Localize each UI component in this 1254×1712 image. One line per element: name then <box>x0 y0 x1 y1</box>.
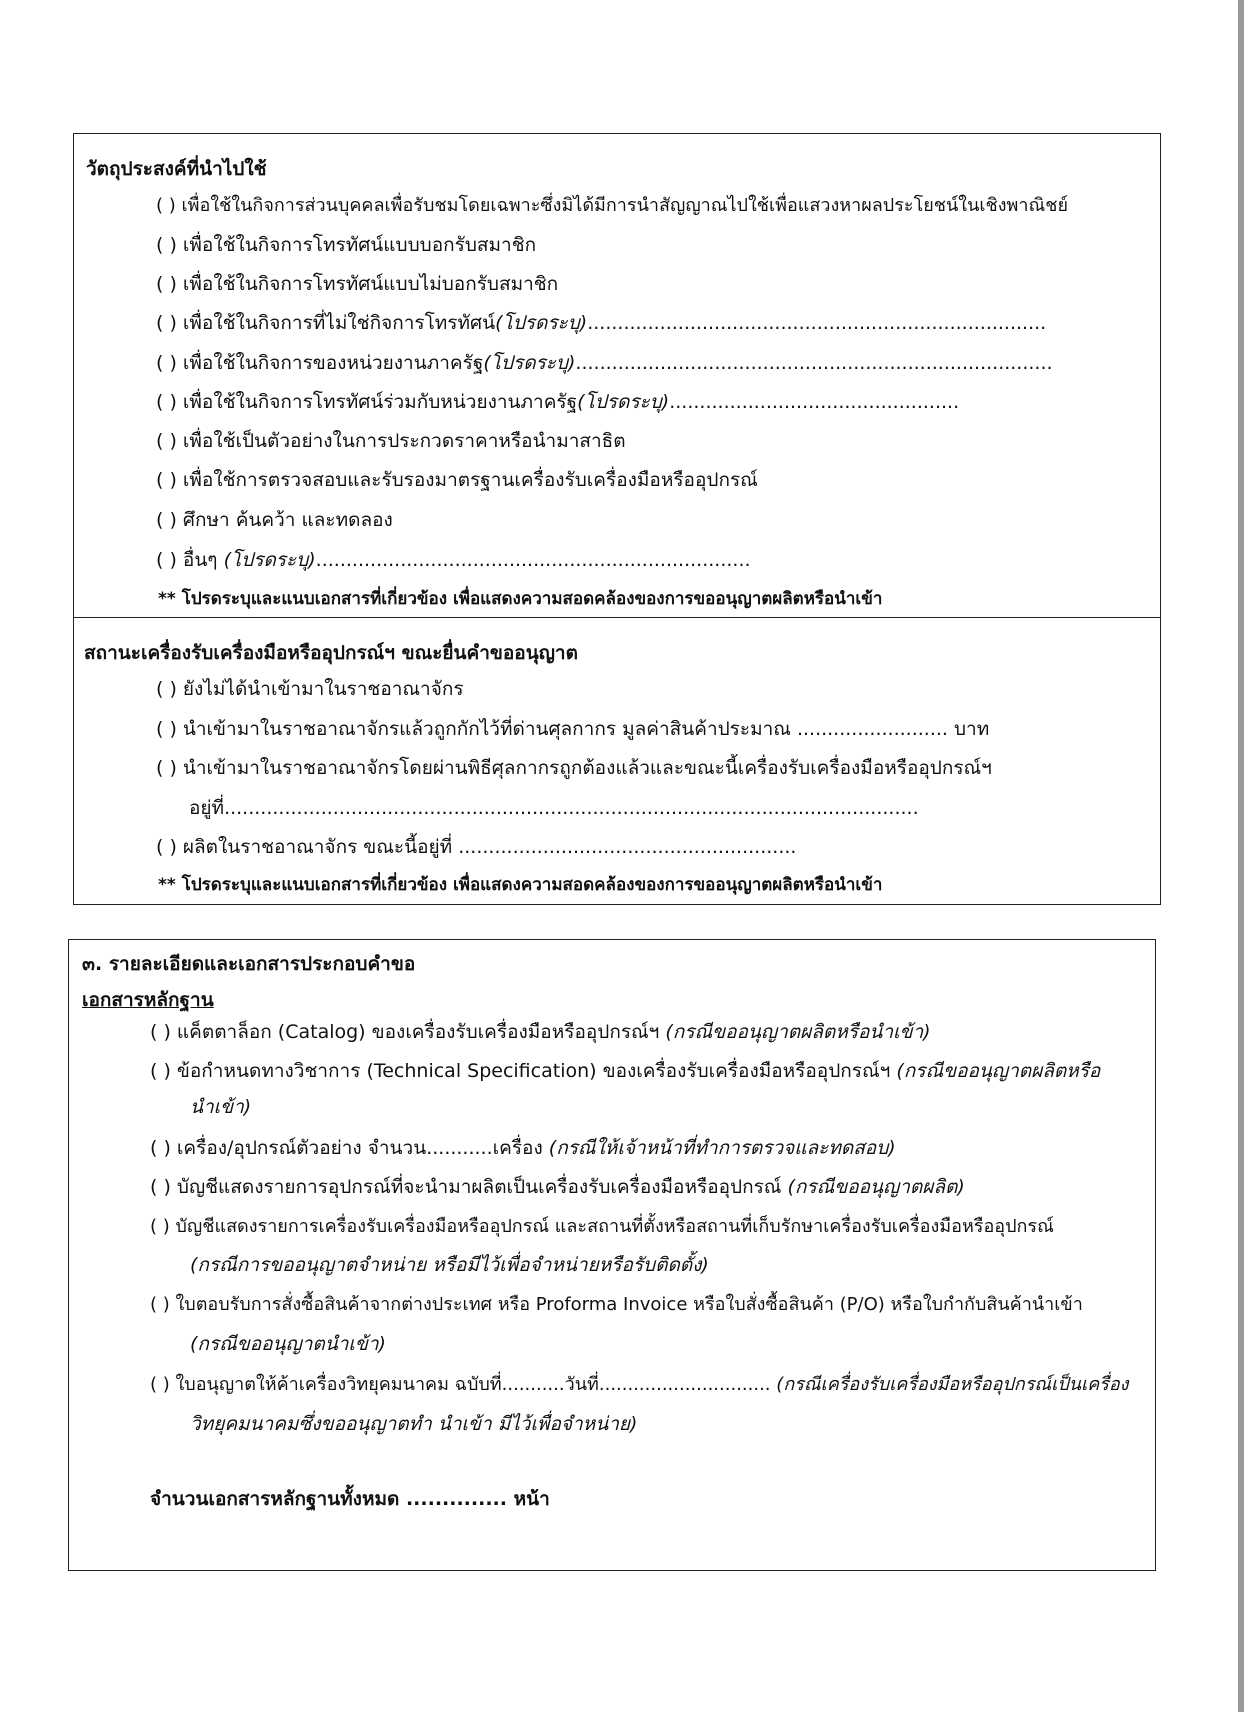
option-text: ( ) ข้อกำหนดทางวิชาการ (Technical Specification) ของเครื่องรับเครื่องมือหรืออุปกรณ์ฯ <box>150 1060 897 1082</box>
doc-option-spec-cont: นำเข้า) <box>190 1096 252 1118</box>
specify-hint: (โปรดระบุ) <box>223 549 316 571</box>
fill-line[interactable]: ........................................................................ <box>315 549 751 571</box>
case-note: (กรณีให้เจ้าหน้าที่ทำการตรวจและทดสอบ) <box>548 1137 896 1159</box>
purpose-option-1[interactable]: ( ) เพื่อใช้ในกิจการส่วนบุคคลเพื่อรับชมโดยเฉพาะซึ่งมิได้มีการนำสัญญาณไปใช้เพื่อแสวงหาผลประโยชน์ในเชิงพาณิชย์ <box>156 195 1068 216</box>
doc-option-order[interactable]: ( ) ใบตอบรับการสั่งซื้อสินค้าจากต่างประเทศ หรือ Proforma Invoice หรือใบสั่งซื้อสินค้า (P/O) หรือใบกำกับสินค้านำเข้า <box>150 1294 1083 1315</box>
doc-option-license[interactable] <box>150 1372 1128 1398</box>
purpose-option-2[interactable]: ( ) เพื่อใช้ในกิจการโทรทัศน์แบบบอกรับสมาชิก <box>156 234 537 256</box>
option-text: ( ) เพื่อใช้ในกิจการของหน่วยงานภาครัฐ <box>156 352 484 374</box>
case-note: (กรณีเครื่องรับเครื่องมือหรืออุปกรณ์เป็นเครื่อง <box>776 1374 1129 1395</box>
fill-line[interactable]: ............................................................................... <box>575 352 1053 374</box>
doc-option-parts-list[interactable] <box>150 1174 965 1200</box>
documents-subtitle: เอกสารหลักฐาน <box>82 989 214 1011</box>
documents-total[interactable]: จำนวนเอกสารหลักฐานทั้งหมด .............. หน้า <box>150 1488 550 1510</box>
doc-option-catalog[interactable] <box>150 1019 931 1045</box>
purpose-option-7[interactable]: ( ) เพื่อใช้เป็นตัวอย่างในการประกวดราคาหรือนำมาสาธิต <box>156 430 626 452</box>
purpose-option-3[interactable]: ( ) เพื่อใช้ในกิจการโทรทัศน์แบบไม่บอกรับสมาชิก <box>156 273 559 295</box>
purpose-option-4[interactable] <box>156 310 1046 336</box>
option-text: ( ) ใบอนุญาตให้ค้าเครื่องวิทยุคมนาคม ฉบับที่...........วันที่.............................. <box>150 1374 777 1395</box>
status-title: สถานะเครื่องรับเครื่องมือหรืออุปกรณ์ฯ ขณะยื่นคำขออนุญาต <box>84 642 578 664</box>
option-text: ( ) เพื่อใช้ในกิจการที่ไม่ใช่กิจการโทรทัศน์ <box>156 312 496 334</box>
status-option-3[interactable]: ( ) นำเข้ามาในราชอาณาจักรโดยผ่านพิธีศุลกากรถูกต้องแล้วและขณะนี้เครื่องรับเครื่องมือหรืออุปกรณ์ฯ <box>156 757 992 779</box>
specify-hint: (โปรดระบุ) <box>577 391 670 413</box>
fill-line[interactable]: ............................................................................ <box>587 312 1047 334</box>
purpose-option-10[interactable] <box>156 547 751 573</box>
case-note: (กรณีขออนุญาตผลิต) <box>787 1176 965 1198</box>
option-text: ( ) อื่นๆ <box>156 549 224 571</box>
status-option-3-location[interactable]: อยู่ที่................................................................................................................... <box>189 797 919 819</box>
case-note: (กรณีขออนุญาตผลิตหรือนำเข้า) <box>665 1021 931 1043</box>
doc-option-spec[interactable] <box>150 1058 1100 1084</box>
purpose-option-9[interactable]: ( ) ศึกษา ค้นคว้า และทดลอง <box>156 509 393 531</box>
doc-option-equipment-list[interactable]: ( ) บัญชีแสดงรายการเครื่องรับเครื่องมือหรืออุปกรณ์ และสถานที่ตั้งหรือสถานที่เก็บรักษาเครื่องรับเครื่องมือหรืออุปกรณ์ <box>150 1216 1054 1237</box>
purpose-note: ** โปรดระบุและแนบเอกสารที่เกี่ยวข้อง เพื่อแสดงความสอดคล้องของการขออนุญาตผลิตหรือนำเข้า <box>158 589 883 609</box>
status-option-1[interactable]: ( ) ยังไม่ได้นำเข้ามาในราชอาณาจักร <box>156 678 464 700</box>
status-option-2[interactable]: ( ) นำเข้ามาในราชอาณาจักรแล้วถูกกักไว้ที่ด่านศุลกากร มูลค่าสินค้าประมาณ ......................... บาท <box>156 718 990 740</box>
case-note: (กรณีขออนุญาตผลิตหรือ <box>896 1060 1101 1082</box>
option-text: ( ) บัญชีแสดงรายการอุปกรณ์ที่จะนำมาผลิตเป็นเครื่องรับเครื่องมือหรืออุปกรณ์ <box>150 1176 788 1198</box>
purpose-option-5[interactable] <box>156 350 1053 376</box>
status-option-4[interactable]: ( ) ผลิตในราชอาณาจักร ขณะนี้อยู่ที่ ........................................................ <box>156 836 797 858</box>
doc-option-order-cont: (กรณีขออนุญาตนำเข้า) <box>190 1333 386 1355</box>
documents-title: ๓. รายละเอียดและเอกสารประกอบคำขอ <box>82 953 416 975</box>
option-text: ( ) เครื่อง/อุปกรณ์ตัวอย่าง จำนวน...........เครื่อง <box>150 1137 549 1159</box>
doc-option-license-cont: วิทยุคมนาคมซึ่งขออนุญาตทำ นำเข้า มีไว้เพื่อจำหน่าย) <box>190 1413 638 1435</box>
purpose-option-8[interactable]: ( ) เพื่อใช้การตรวจสอบและรับรองมาตรฐานเครื่องรับเครื่องมือหรืออุปกรณ์ <box>156 469 758 491</box>
section-divider <box>73 617 1161 618</box>
option-text: ( ) แค็ตตาล็อก (Catalog) ของเครื่องรับเครื่องมือหรืออุปกรณ์ฯ <box>150 1021 666 1043</box>
specify-hint: (โปรดระบุ) <box>495 312 588 334</box>
option-text: ( ) เพื่อใช้ในกิจการโทรทัศน์ร่วมกับหน่วยงานภาครัฐ <box>156 391 578 413</box>
doc-option-equipment-list-cont: (กรณีการขออนุญาตจำหน่าย หรือมีไว้เพื่อจำหน่ายหรือรับติดตั้ง) <box>190 1254 709 1276</box>
status-note: ** โปรดระบุและแนบเอกสารที่เกี่ยวข้อง เพื่อแสดงความสอดคล้องของการขออนุญาตผลิตหรือนำเข้า <box>158 875 883 895</box>
specify-hint: (โปรดระบุ) <box>483 352 576 374</box>
purpose-title: วัตถุประสงค์ที่นำไปใช้ <box>86 158 267 180</box>
scan-page-edge <box>1238 0 1244 1712</box>
purpose-option-6[interactable] <box>156 389 959 415</box>
fill-line[interactable]: ................................................ <box>669 391 960 413</box>
doc-option-sample[interactable] <box>150 1135 896 1161</box>
